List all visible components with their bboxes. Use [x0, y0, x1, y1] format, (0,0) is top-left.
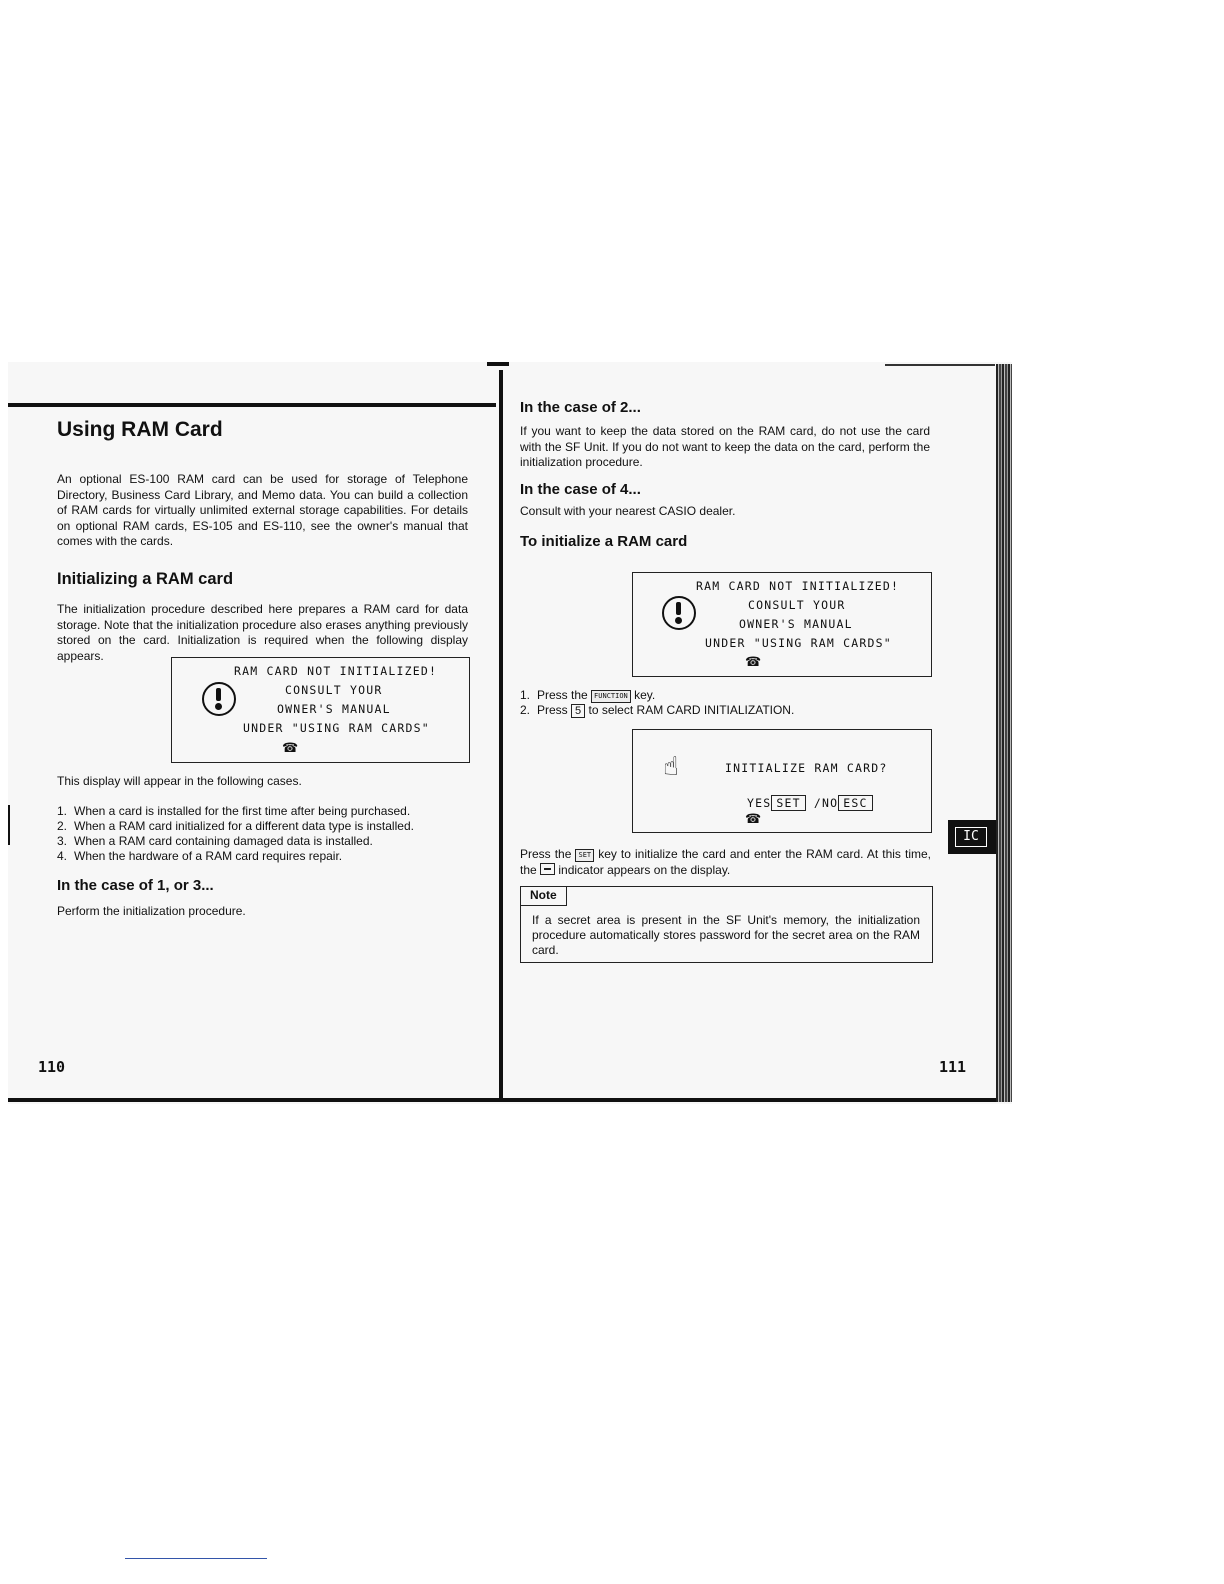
- case-4-text: Consult with your nearest CASIO dealer.: [520, 504, 736, 518]
- bottom-link-underline: [125, 1558, 267, 1559]
- lcd-line-1: RAM CARD NOT INITIALIZED!: [234, 664, 438, 678]
- case-2-text: If you want to keep the data stored on the RAM card, do not use the card with the SF Unit. If you do not want to keep the data on the card, perform the initialization procedure.: [520, 424, 930, 469]
- page-number-left: 110: [38, 1058, 66, 1076]
- steps-list: [520, 688, 930, 718]
- esc-key-label: ESC: [838, 795, 872, 811]
- lcd-line-3: OWNER'S MANUAL: [739, 617, 853, 631]
- lcd-line-2: CONSULT YOUR: [285, 683, 383, 697]
- phone-icon: ☎: [745, 655, 763, 670]
- lcd-display-left: [171, 657, 470, 763]
- page-number-right: 111: [939, 1058, 967, 1076]
- list-item: 2. Press 5 to select RAM CARD INITIALIZATION.: [520, 703, 795, 717]
- cases-list: [57, 804, 468, 864]
- after-confirm-text: Press the SET key to initialize the card and enter the RAM card. At this time, the indicator appears on the display.: [520, 847, 931, 877]
- section-paragraph: The initialization procedure described here prepares a RAM card for data storage. Note that the initialization procedure also erases anything previously stored on the card. Initialization is required when the following display appears.: [57, 602, 468, 663]
- note-label: Note: [521, 887, 567, 906]
- confirm-question: INITIALIZE RAM CARD?: [725, 761, 888, 775]
- set-key-label: SET: [771, 795, 805, 811]
- top-rule-left: [8, 403, 496, 407]
- lcd-line-3: OWNER'S MANUAL: [277, 702, 391, 716]
- case-4-heading: In the case of 4...: [520, 481, 641, 498]
- cases-intro: This display will appear in the following cases.: [57, 774, 302, 788]
- lcd-line-4: UNDER "USING RAM CARDS": [243, 721, 430, 735]
- note-text: If a secret area is present in the SF Unit's memory, the initialization procedure automatically stores password for the secret area on the RAM card.: [532, 913, 920, 957]
- case-1-3-text: Perform the initialization procedure.: [57, 904, 246, 918]
- page-edge-stack: [996, 364, 1012, 1102]
- lcd-line-2: CONSULT YOUR: [748, 598, 846, 612]
- lcd-line-4: UNDER "USING RAM CARDS": [705, 636, 892, 650]
- list-item: 3. When a RAM card containing damaged data is installed.: [57, 834, 373, 848]
- book-spine: [499, 370, 503, 1100]
- five-key: 5: [571, 704, 585, 718]
- lcd-confirm-display: [632, 729, 932, 833]
- case-1-3-heading: In the case of 1, or 3...: [57, 877, 214, 894]
- list-item: 2. When a RAM card initialized for a different data type is installed.: [57, 819, 414, 833]
- lcd-display-right: [632, 572, 932, 677]
- phone-icon: ☎: [745, 812, 763, 827]
- card-indicator-icon: [540, 863, 555, 875]
- page-title: Using RAM Card: [57, 418, 223, 441]
- confirm-answers: YES SET /NO ESC: [747, 795, 873, 811]
- phone-icon: ☎: [282, 741, 300, 756]
- pointing-hand-icon: ☝: [663, 752, 681, 782]
- lcd-line-1: RAM CARD NOT INITIALIZED!: [696, 579, 900, 593]
- procedure-heading: To initialize a RAM card: [520, 533, 688, 550]
- warning-icon: [202, 682, 236, 716]
- list-item: 1. When a card is installed for the first time after being purchased.: [57, 804, 411, 818]
- top-rule-right: [885, 364, 995, 366]
- margin-mark: [8, 805, 10, 845]
- bottom-rule: [8, 1098, 1012, 1102]
- intro-paragraph: An optional ES-100 RAM card can be used for storage of Telephone Directory, Business Card Library, and Memo data. You can build a collection of RAM cards for virtually unlimited external storage capabilities. For details on optional RAM cards, ES-105 and ES-110, see the owner's manual that comes with the cards.: [57, 472, 468, 548]
- spine-cap: [487, 362, 509, 366]
- list-item: 1. Press the FUNCTION key.: [520, 688, 656, 702]
- list-item: 4. When the hardware of a RAM card requires repair.: [57, 849, 343, 863]
- thumb-index-tab: [948, 820, 996, 854]
- section-heading: Initializing a RAM card: [57, 570, 234, 588]
- note-box: [520, 886, 933, 963]
- set-key: SET: [575, 849, 594, 862]
- case-2-heading: In the case of 2...: [520, 399, 641, 416]
- function-key: FUNCTION: [591, 690, 631, 703]
- thumb-tab-label: IC: [955, 827, 987, 847]
- warning-icon: [662, 596, 696, 630]
